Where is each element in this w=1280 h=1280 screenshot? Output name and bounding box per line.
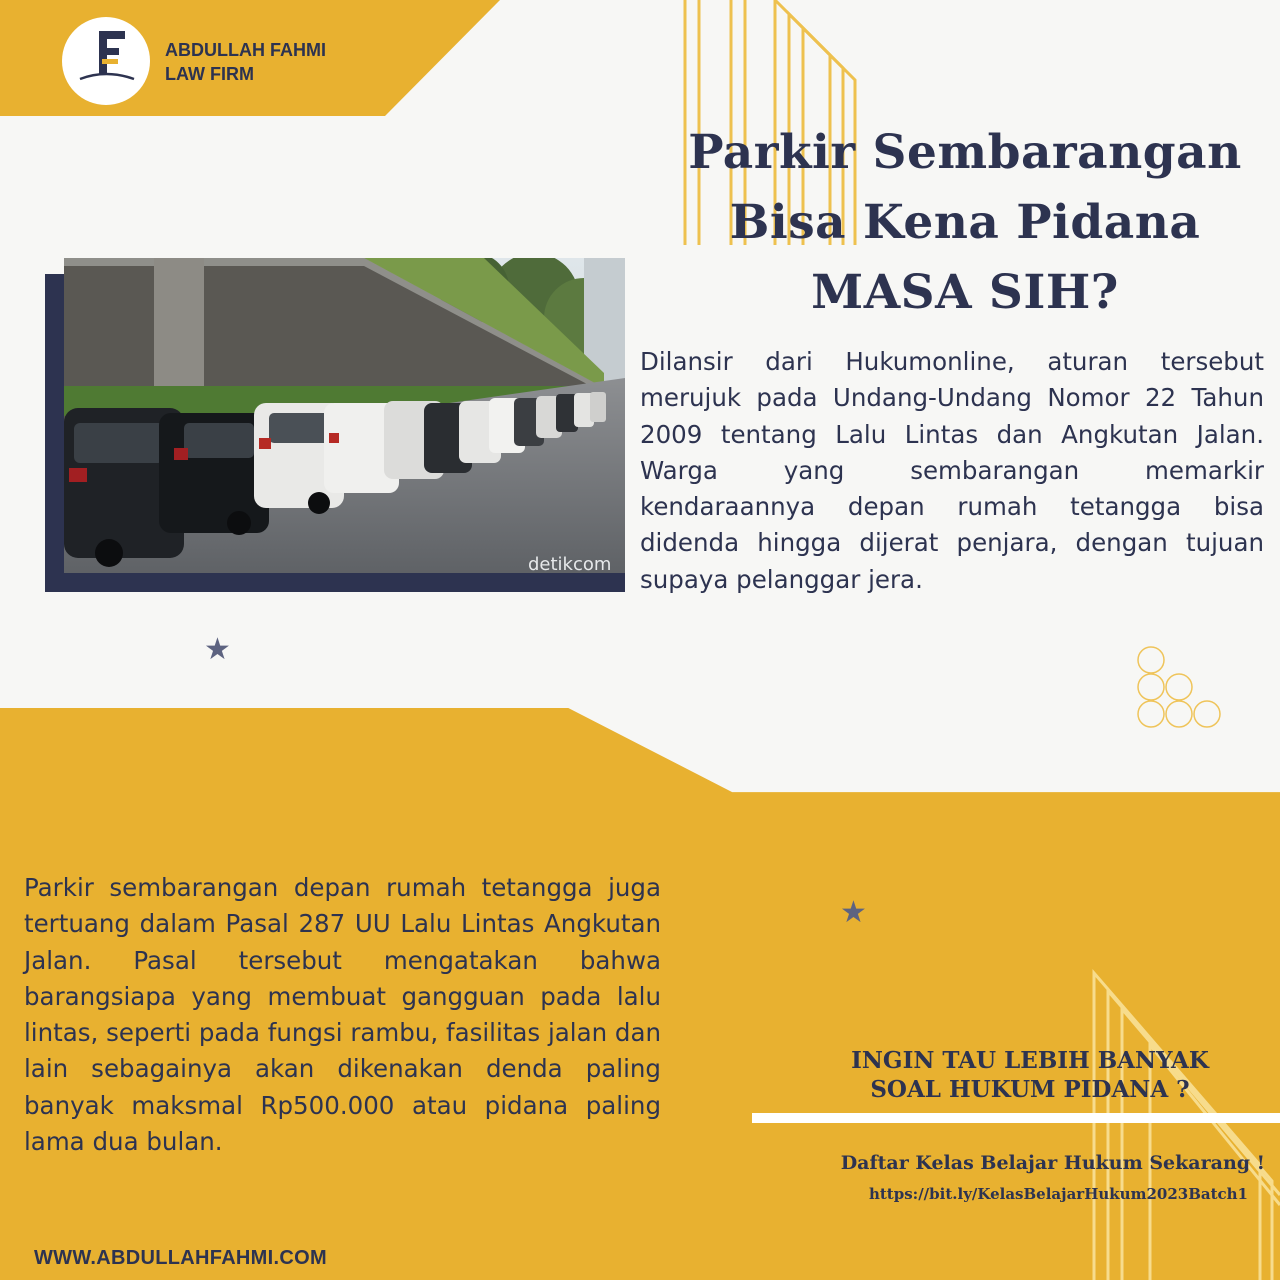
cta-title-line2: SOAL HUKUM PIDANA ?: [870, 1076, 1190, 1103]
cta-subtitle: Daftar Kelas Belajar Hukum Sekarang !: [840, 1152, 1265, 1174]
parked-cars-photo: [64, 258, 625, 573]
circles-decoration-icon: [1130, 640, 1230, 740]
star-icon: ★: [840, 895, 867, 930]
firm-name: [165, 38, 326, 86]
letter-f-logo-icon: [62, 17, 150, 105]
firm-name-line1: ABDULLAH FAHMI: [165, 40, 326, 60]
photo-watermark: detikcom: [528, 554, 612, 573]
cta-divider: [752, 1113, 1280, 1123]
headline-line1: Parkir Sembarangan: [688, 125, 1242, 180]
cta-link[interactable]: https://bit.ly/KelasBelajarHukum2023Batch1: [868, 1185, 1248, 1203]
headline-line2: Bisa Kena Pidana: [729, 195, 1201, 250]
firm-name-line2: LAW FIRM: [165, 64, 254, 84]
headline-line3: MASA SIH?: [811, 265, 1119, 320]
paragraph-1: Dilansir dari Hukumonline, aturan tersebut merujuk pada Undang-Undang Nomor 22 Tahun 2009 tentang Lalu Lintas dan Angkutan Jalan. Warga yang sembarangan memarkir kendaraannya depan rumah tetangga bisa didenda hingga dijerat penjara, dengan tujuan supaya pelanggar jera.: [640, 347, 1264, 594]
star-icon: ★: [204, 632, 231, 667]
logo: [62, 17, 150, 105]
cta-title: [790, 1046, 1270, 1104]
cta-title-line1: INGIN TAU LEBIH BANYAK: [851, 1047, 1209, 1074]
paragraph-2: Parkir sembarangan depan rumah tetangga juga tertuang dalam Pasal 287 UU Lalu Lintas Angkutan Jalan. Pasal tersebut mengatakan bahwa barangsiapa yang membuat gangguan pada lalu lintas, seperti pada fungsi rambu, fasilitas jalan dan lain sebagainya akan dikenakan denda paling banyak maksmal Rp500.000 atau pidana paling lama dua bulan.: [24, 873, 661, 1157]
headline: [650, 118, 1280, 328]
website-link[interactable]: WWW.ABDULLAHFAHMI.COM: [34, 1247, 327, 1269]
